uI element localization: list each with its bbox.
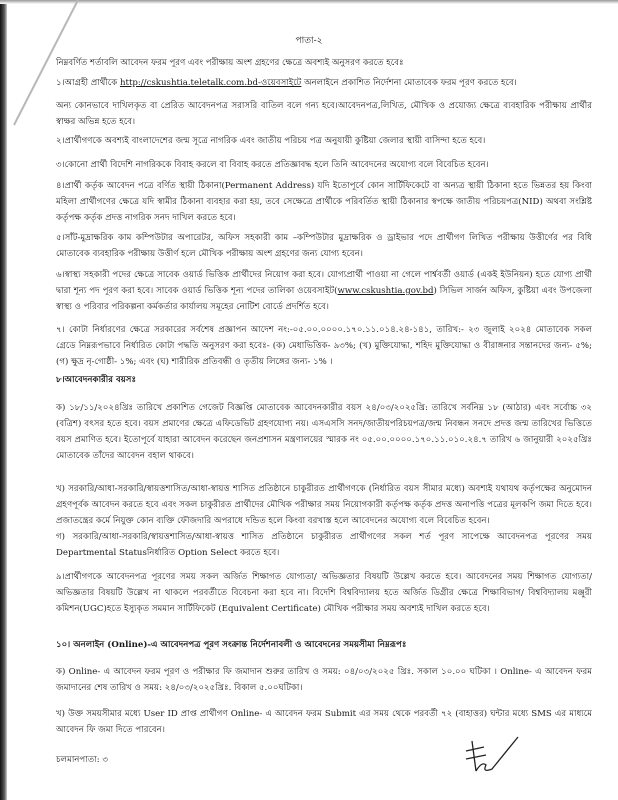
item-10-a-dates: ক) Online- এ আবেদন ফরম পূরণ ও পরীক্ষার ফি জমাদান শুরুর তারিখ ও সময়: ০৪/০৩/২০২৫ খ্রিঃ. সকাল ১০.০০ ঘটিকা । Online- এ আবেদন ফরম জমাদানের শেষ তারিখ ও সময়: ২৪/০৩/২০২৫খ্রিঃ. বিকাল ৫.০০ঘটিকা।: [56, 667, 592, 693]
item-1-suffix: অনলাইনে প্রকাশিত নির্দেশনা মোতাবেক ফরম পূরণ করতে হবে।: [301, 78, 517, 88]
intro-text: নিম্নবর্ণিত শর্তাবলি আবেদন ফরম পূরণ এবং পরীক্ষায় অংশ গ্রহণের ক্ষেত্রে অবশ্যই অনুসরণ করতে হবেঃ: [56, 58, 404, 68]
page-label: পাতা-২: [295, 36, 323, 46]
item-8-heading: ৮।আবেদনকারীর বয়সঃ: [56, 375, 137, 385]
item-8-a-age: ক) ১৮/১১/২০২৪খ্রিঃ তারিখে প্রকাশিত গেজেট বিজ্ঞপ্তি মোতাবেক আবেদনকারীর বয়স ২৪/০৩/২০২৫খ্রি: তারিখে সর্বনিম্ন ১৮ (আঠার) এবং সর্বোচ্চ ৩২ (বত্রিশ) বৎসর হতে হবে। বয়স প্রমাণের ক্ষেত্রে এফিডেভিট গ্রহণযোগ্য নয়। এসএসসি সনদ/জাতীয়পরিচয়পত্র/জন্ম নিবন্ধন সনদে প্রদত্ত জন্ম তারিখের ভিত্তিতে বয়স প্রমাণিত হবে। ইতোপূর্বে যাহারা আবেদন করেছেন জনপ্রশাসন মন্ত্রণালয়ের স্মারক নং ০৫.০০.০০০০.১৭০.১১.০১০.২৪.৭ তারিখ ৬ জানুয়ারী ২০২৫খ্রিঃ মোতাবেক তাঁদের আবেদন বহাল থাকবে।: [56, 403, 592, 461]
item-8-c-departmental: গ) সরকারি/আধা-সরকারি/স্বায়ত্তশাসিত/আধা-স্বায়ত্ত শাসিত প্রতিষ্ঠানে চাকুরীরত প্রার্থীগণের সকল শর্ত পূরণ সাপেক্ষে আবেদনপত্র পূরণের সময় Departmental Statusনির্ধারিত Option Select করতে হবে।: [56, 532, 593, 558]
item-9-qualifications: ৯।প্রার্থীগণকে আবেদনপত্র পূরণের সময় সকল অর্জিত শিক্ষাগত যোগ্যতা/ অভিজ্ঞতার বিষয়টি উল্লেখ করতে হবে। আবেদনের সময় শিক্ষাগত যোগ্যতা/ অভিজ্ঞতার বিষয়টি উল্লেখ না থাকলে পরবর্তীতে বিবেচনা করা হবে না। বিদেশি বিশ্ববিদ্যালয় হতে অর্জিত ডিগ্রীর ক্ষেত্রে শিক্ষাবিভাগ/ বিশ্ববিদ্যালয় মঞ্জুরী কমিশন(UGC)হতে ইস্যুকৃত সমমান সার্টিফিকেট (Equivalent Certificate) মৌখিক পরীক্ষার সময় অবশ্যই দাখিল করতে হবে।: [56, 572, 592, 614]
teletalk-link[interactable]: http://cskushtia.teletalk.com.bd-ওয়েবসাইটে: [119, 78, 302, 88]
item-10-heading: ১০। অনলাইন (Online)-এ আবেদনপত্র পূরণ সংক্রান্ত নির্দেশনাবলী ও আবেদনের সময়সীমা নিম্নরূপঃ: [56, 640, 407, 650]
item-4: ৪।প্রার্থী কর্তৃক আবেদন পত্রে বর্ণিত স্থায়ী ঠিকানা(Permanent Address) যদি ইতোপূর্বে কোন সার্টিফিকেটে বা অন্যত্র স্থায়ী ঠিকানা হতে ভিন্নতর হয় কিংবা মহিলা প্রার্থীগণের ক্ষেত্রে যদি স্বামীর ঠিকানা ব্যবহার করা হয়, তবে সেক্ষেত্রে প্রার্থীকে পরিবর্তিত স্থায়ী ঠিকানার স্বপক্ষে জাতীয় পরিচয়পত্র(NID) অথবা সংশ্লিষ্ট কর্তৃপক্ষ কর্তৃক প্রদত্ত নাগরিক সনদ দাখিল করতে হবে।: [56, 181, 592, 223]
item-8-b-employed: খ) সরকারি/আধা-সরকারি/স্বায়ত্তশাসিত/আধা-স্বায়ত্ত শাসিত প্রতিষ্ঠানে চাকুরীরত প্রার্থীগণকে (নির্ধারিত বয়স সীমার মধ্যে) অবশ্যই যথাযথ কর্তৃপক্ষের অনুমোদন গ্রহণপূর্বক আবেদন করতে হবে এবং সকল চাকুরীরত প্রার্থীদের মৌখিক পরীক্ষার সময় নিয়োগকারী কর্তৃপক্ষ কর্তৃক প্রদত্ত অনাপত্তি পত্রের মূলকপি জমা দিতে হবে। প্রজাতন্ত্রের কর্মে নিযুক্ত কোন ব্যক্তি ফৌজদারি অপরাধে দন্ডিত হলে কিংবা বরখাস্ত হলে আবেদনের অযোগ্য বলে বিবেচিত হবেন।: [56, 484, 592, 526]
item-2: ২।প্রার্থীগণকে অবশ্যই বাংলাদেশের জন্ম সূত্রে নাগরিক এবং জাতীয় পরিচয় পত্র অনুযায়ী কুষ্টিয়া জেলার স্থায়ী বাসিন্দা হতে হবে।: [56, 136, 486, 146]
item-5: ৫।সাঁট-মুদ্রাক্ষরিক কাম কম্পিউটার অপারেটর, অফিস সহকারী কাম –কম্পিউটার মুদ্রাক্ষরিক ও ড্রাইভার পদে প্রার্থীগণ লিখিত পরীক্ষায় উত্তীর্ণের পর বিধি মোতাবেক ব্যবহারিক পরীক্ষায় উত্তীর্ণ হলে মৌখিক পরীক্ষায় অংশ গ্রহণের জন্য যোগ্য হবেন।: [56, 233, 592, 259]
item-1-prefix: ১।আগ্রহী প্রার্থীকে: [56, 78, 120, 88]
signature: [462, 733, 522, 778]
item-1-note: অন্য কোনভাবে দাখিলকৃত বা প্রেরিত আবেদনপত্র সরাসরি বাতিল বলে গন্য হবে।আবেদনপত্র,লিখিত, মৌখিক ও প্রযোজ্য ক্ষেত্রে ব্যবহারিক পরীক্ষায় প্রার্থীর স্বাক্ষর অভিন্ন হতে হবে।: [56, 101, 592, 127]
item-6: [56, 267, 592, 315]
item-10-b-sms: খ) উক্ত সময়সীমার মধ্যে User ID প্রাপ্ত প্রার্থীগণ Online- এ আবেদন ফরম Submit এর সময় থেকে পরবর্তী ৭২ (বাহাত্তর) ঘন্টার মধ্যে SMS এর মাধ্যমে আবেদন ফি জমা দিতে পারবেন।: [56, 709, 592, 735]
item-1: [56, 75, 592, 91]
item-7-quota: ৭। কোটা নির্ধারণের ক্ষেত্রে সরকারের সর্বশেষ প্রজ্ঞাপন আদেশ নং:-০৫.০০.০০০০.১৭০.১১.০১৪.২৪-১৪১, তারিখ:- ২৩ জুলাই ২০২৪ মোতাবেক সকল গ্রেডে নিম্নরূপভাবে নির্ধারিত কোটা পদ্ধতি অনুসরণ করা হবেঃ- (ক) মেধাভিত্তিক- ৯৩%; (খ) মুক্তিযোদ্ধা, শহিদ মুক্তিযোদ্ধা ও বীরাঙ্গনার সন্তানদের জন্য- ৫%; (গ) ক্ষুদ্র নৃ-গোষ্ঠী- ১%; এবং (ঘ) শারীরিক প্রতিবন্ধী ও তৃতীয় লিঙ্গের জন্য- ১% ।: [56, 325, 592, 367]
item-6-suffix: ) সিভিল সার্জন অফিস, কুষ্টিয়া এবং উপজেলা স্বাস্থ্য ও পরিবার পরিকল্পনা কর্মকর্তার কার্যালয় সমূহের নোটিশ বোর্ডে প্রদর্শিত হবে।: [56, 286, 593, 312]
item-3: ৩।কোনো প্রার্থী বিদেশি নাগরিককে বিবাহ করলে বা বিবাহ করতে প্রতিজ্ঞাবদ্ধ হলে তিনি আবেদনের অযোগ্য বলে বিবেচিত হবেন।: [56, 160, 489, 170]
item-6-prefix: ৬।স্বাস্থ্য সহকারী পদের ক্ষেত্রে সাবেক ওয়ার্ড ভিত্তিক প্রার্থীদের নিয়োগ করা হবে। যোগ্যপ্রার্থী পাওয়া না গেলে পার্শ্ববর্তী ওয়ার্ড (একই ইউনিয়ন) হতে যোগ্য প্রার্থী দ্বারা শূন্য পদ পূরণ করা হবে। সাবেক ওয়ার্ড ভিত্তিক শূন্য পদের তালিকা ওয়েবসাইট(: [56, 270, 592, 296]
continued-page-note: চলমানপাতা: ৩: [56, 755, 108, 765]
cskushtia-website-link[interactable]: www.cskushtia.gov.bd: [337, 286, 434, 296]
